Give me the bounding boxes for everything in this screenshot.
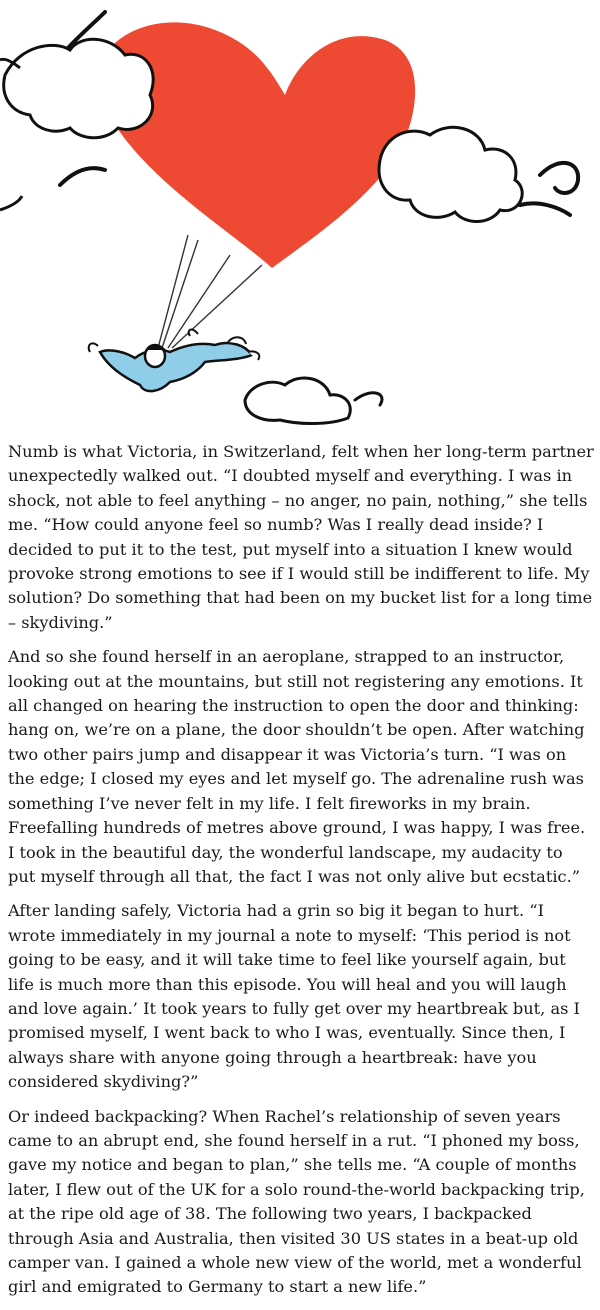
article-paragraph: And so she found herself in an aeroplane, strapped to an instructor, looking out at the mountains, but still not registering any emotions. It all changed on hearing the instruction to open the door and thinking: hang on, we’re on a plane, the door shouldn’t be open. After watching two other pairs jump and disappear it was Victoria’s turn. “I was on the edge; I closed my eyes and let myself go. The adrenaline rush was something I’ve never felt in my life. I felt fireworks in my brain. Freefalling hundreds of metres above ground, I was happy, I was free. I took in the beautiful day, the wonderful landscape, my audacity to put myself through all that, the fact I was not only alive but ecstatic.” bbox=[8, 647, 586, 886]
article-paragraph: Numb is what Victoria, in Switzerland, felt when her long-term partner unexpectedly walked out. “I doubted myself and everything. I was in shock, not able to feel anything – no anger, no pain, nothing,” she tells me. “How could anyone feel so numb? Was I really dead inside? I decided to put it to the test, put myself into a situation I knew would provoke strong emotions to see if I would still be indifferent to life. My solution? Do something that had been on my bucket list for a long time – skydiving.” bbox=[8, 442, 594, 632]
cloud-left-icon bbox=[4, 39, 153, 137]
cloud-bottom-icon bbox=[245, 378, 350, 424]
cloud-right-icon bbox=[379, 127, 522, 221]
article-paragraph: After landing safely, Victoria had a grin so big it began to hurt. “I wrote immediately in my journal a note to myself: ‘This period is not going to be easy, and it will take time to feel like yourself again, but life is much more than this episode. You will heal and you will laugh and love again.’ It took years to fully get over my heartbreak but, as I promised myself, I went back to who I was, eventually. Since then, I always share with anyone going through a heartbreak: have you considered skydiving?” bbox=[8, 901, 580, 1092]
heart-parachute-illustration bbox=[0, 0, 600, 430]
article-body bbox=[8, 440, 594, 1310]
heart-parachute-skydiver-icon bbox=[0, 0, 600, 430]
article-paragraph: Or indeed backpacking? When Rachel’s relationship of seven years came to an abrupt end, she found herself in a rut. “I phoned my boss, gave my notice and began to plan,” she tells me. “A couple of months later, I flew out of the UK for a solo round-the-world backpacking trip, at the ripe old age of 38. The following two years, I backpacked through Asia and Australia, then visited 30 US states in a beat-up old camper van. I gained a whole new view of the world, met a wonderful girl and emigrated to Germany to start a new life.” bbox=[8, 1106, 585, 1297]
